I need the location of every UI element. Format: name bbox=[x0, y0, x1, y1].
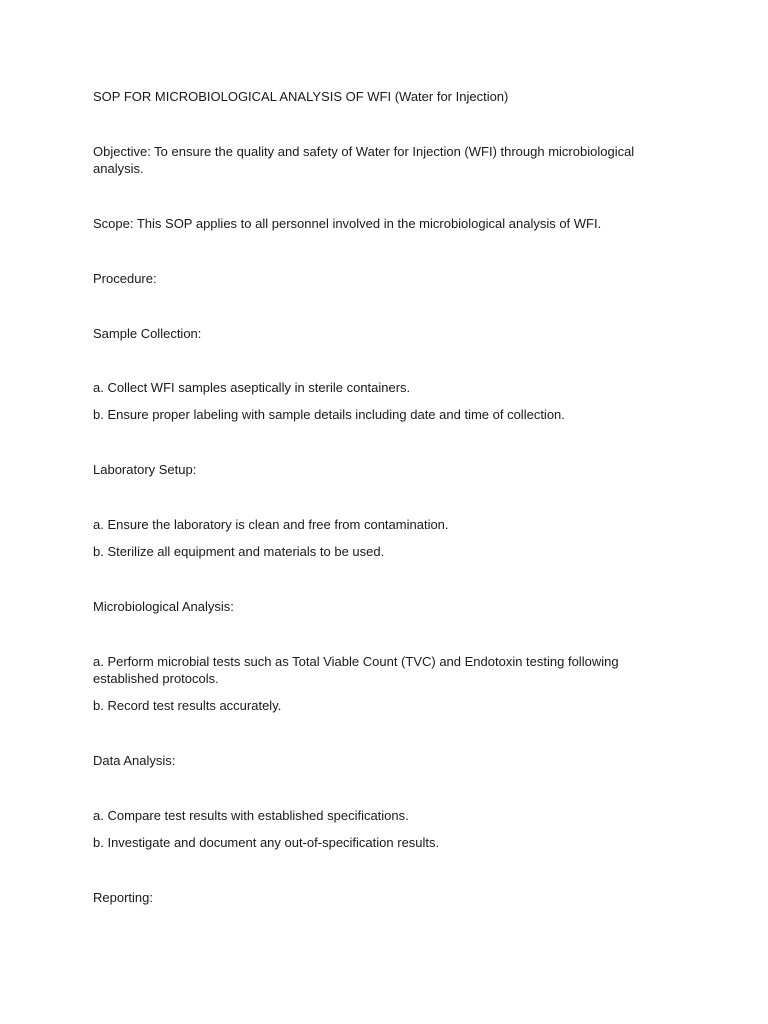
section-heading-laboratory-setup: Laboratory Setup: bbox=[93, 462, 197, 477]
list-item: a. Ensure the laboratory is clean and free from contamination. bbox=[93, 517, 449, 532]
list-item: b. Record test results accurately. bbox=[93, 698, 282, 713]
list-item: b. Sterilize all equipment and materials to be used. bbox=[93, 544, 385, 559]
scope-paragraph: Scope: This SOP applies to all personnel involved in the microbiological analysis of WFI. bbox=[93, 216, 602, 231]
section-heading-data-analysis: Data Analysis: bbox=[93, 753, 176, 768]
section-heading-sample-collection: Sample Collection: bbox=[93, 326, 202, 341]
list-item: b. Ensure proper labeling with sample details including date and time of collection. bbox=[93, 407, 565, 422]
list-item: b. Investigate and document any out-of-specification results. bbox=[93, 835, 440, 850]
section-heading-microbiological-analysis: Microbiological Analysis: bbox=[93, 599, 234, 614]
document-title: SOP FOR MICROBIOLOGICAL ANALYSIS OF WFI (Water for Injection) bbox=[93, 89, 509, 104]
section-heading-reporting: Reporting: bbox=[93, 890, 153, 905]
procedure-heading: Procedure: bbox=[93, 271, 157, 286]
list-item: a. Perform microbial tests such as Total Viable Count (TVC) and Endotoxin testing following established protocols. bbox=[93, 654, 619, 686]
list-item: a. Compare test results with established specifications. bbox=[93, 808, 409, 823]
objective-paragraph: Objective: To ensure the quality and safety of Water for Injection (WFI) through microbiological analysis. bbox=[93, 144, 635, 176]
list-item: a. Collect WFI samples aseptically in sterile containers. bbox=[93, 380, 411, 395]
